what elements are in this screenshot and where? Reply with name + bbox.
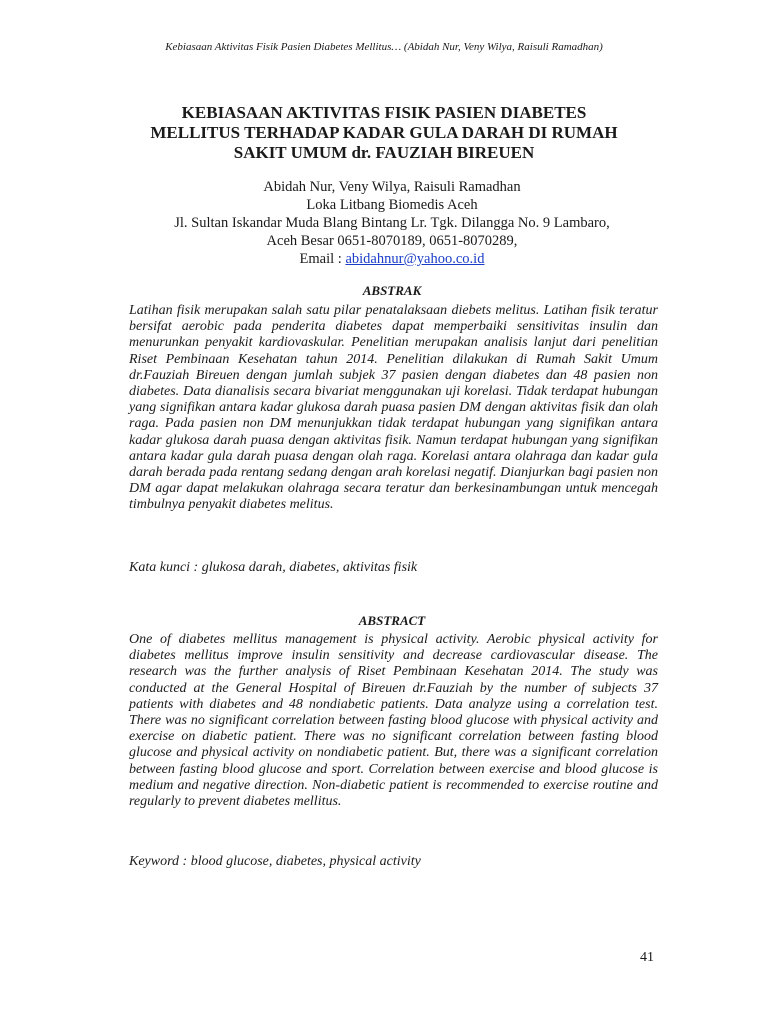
running-header: Kebiasaan Aktivitas Fisik Pasien Diabetes Mellitus… (Abidah Nur, Veny Wilya, Raisuli Ramadhan) [165, 41, 603, 53]
keywords-english: Keyword : blood glucose, diabetes, physical activity [129, 854, 421, 869]
title-line: MELLITUS TERHADAP KADAR GULA DARAH DI RUMAH [150, 123, 618, 142]
author-institution: Loka Litbang Biomedis Aceh [306, 197, 478, 213]
abstract-heading: ABSTRACT [358, 613, 426, 628]
author-email-line [100, 250, 684, 268]
title-line: SAKIT UMUM dr. FAUZIAH BIREUEN [233, 143, 535, 162]
abstract-body: One of diabetes mellitus management is physical activity. Aerobic physical activity for diabetes mellitus improve insulin sensitivity and decrease cardiovascular disease. The research was the further analysis of Riset Pembinaan Kesehatan 2014. The study was conducted at the General Hospital of Bireuen dr.Fauziah by the number of subjects 37 patients with diabetes and 48 nondiabetic patients. Data analyze using a correlation test. There was no significant correlation between fasting blood glucose with physical activity and exercise on diabetic patient. There was no significant correlation between fasting blood glucose and physical activity on nondiabetic patient. But, there was a significant correlation between fasting blood glucose and sport. Correlation between exercise and blood glucose is medium and negative direction. Non-diabetic patient is recommended to exercise routine and regularly to prevent diabetes mellitus. [129, 632, 658, 810]
abstrak-body: Latihan fisik merupakan salah satu pilar penatalaksaan diebets melitus. Latihan fisik teratur bersifat aerobic pada penderita diabetes dapat memperbaiki sensitivitas insulin dan menurunkan penyakit kardiovaskular. Penelitian merupakan analisis lanjut dari penelitian Riset Pembinaan Kesehatan tahun 2014. Penelitian dilakukan di Rumah Sakit Umum dr.Fauziah Bireuen dengan jumlah subjek 37 pasien dengan diabetes dan 48 pasien non diabetes. Data dianalisis secara bivariat menggunakan uji korelasi. Tidak terdapat hubungan yang signifikan antara kadar glukosa darah puasa pasien DM dengan aktivitas fisik dan olah raga. Pada pasien non DM menunjukkan tidak terdapat hubungan yang signifikan antara kadar glukosa darah puasa dengan aktivitas fisik. Namun terdapat hubungan yang signifikan antara kadar gula darah puasa dengan olah raga. Korelasi antara olahraga dan kadar gula darah berada pada rentang sedang dengan arah korelasi negatif. Dianjurkan bagi pasien non DM agar dapat melakukan olahraga secara teratur dan berkesinambungan untuk mencegah timbulnya penyakit diabetes melitus. [129, 303, 658, 513]
author-names: Abidah Nur, Veny Wilya, Raisuli Ramadhan [263, 179, 521, 195]
email-link[interactable]: abidahnur@yahoo.co.id [345, 251, 485, 267]
article-title [100, 103, 668, 163]
author-block [100, 178, 684, 268]
abstrak-heading: ABSTRAK [362, 283, 422, 298]
title-line: KEBIASAAN AKTIVITAS FISIK PASIEN DIABETES [181, 103, 587, 122]
kata-kunci: Kata kunci : glukosa darah, diabetes, aktivitas fisik [129, 560, 418, 575]
email-label: Email : [299, 251, 346, 267]
author-address: Jl. Sultan Iskandar Muda Blang Bintang Lr. Tgk. Dilangga No. 9 Lambaro, [174, 215, 610, 231]
page-number: 41 [640, 950, 654, 965]
author-address: Aceh Besar 0651-8070189, 0651-8070289, [266, 233, 518, 249]
